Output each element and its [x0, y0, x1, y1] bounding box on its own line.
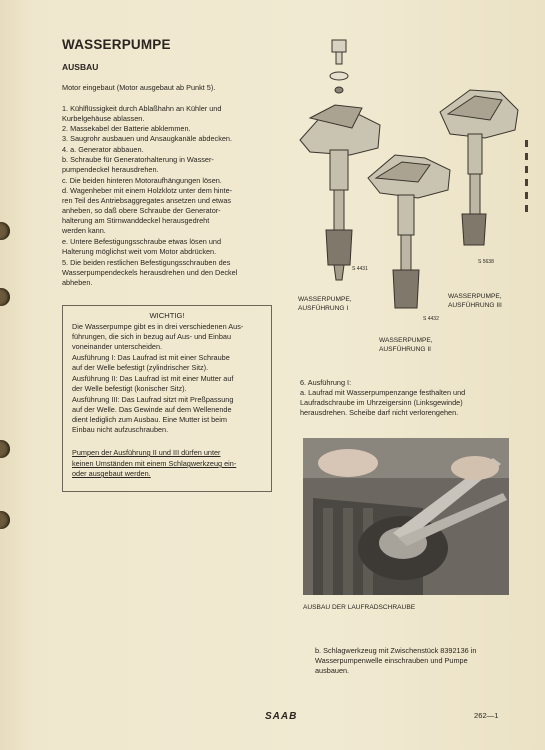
warning-heading: WICHTIG! — [149, 311, 185, 320]
pump-shaft-icon — [398, 195, 414, 235]
step6-line: 6. Ausführung I: — [300, 378, 352, 387]
binder-hole — [0, 288, 10, 306]
step-line: Wasserpumpendeckels herausdrehen und den Deckel — [62, 268, 238, 277]
step-line: Kurbelgehäuse ablassen. — [62, 114, 145, 123]
gear-icon — [462, 214, 486, 245]
caption-pump-2: WASSERPUMPE, — [379, 337, 433, 344]
step-line: abheben. — [62, 278, 93, 287]
step-line: c. Die beiden hinteren Motoraufhängungen lösen. — [62, 176, 222, 185]
caption-pump-3: WASSERPUMPE, — [448, 293, 502, 300]
photo-caption: AUSBAU DER LAUFRADSCHRAUBE — [303, 604, 416, 611]
gear-icon — [326, 230, 352, 265]
step-line: 4. a. Generator abbauen. — [62, 145, 144, 154]
warning-underlined: keinen Umständen mit einem Schlagwerkzeug ein- — [72, 459, 237, 468]
warning-line: der Welle befestigt (konischer Sitz). — [72, 384, 187, 393]
step-line: Halterung möglichst weit vom Motor abdrücken. — [62, 247, 217, 256]
caption-pump-3: AUSFÜHRUNG III — [448, 302, 502, 309]
bolt-icon — [332, 40, 346, 52]
warning-line: dient lediglich zum Ausbau. Eine Mutter ist beim — [72, 415, 227, 424]
step-line: b. Schraube für Generatorhalterung in Wasser- — [62, 155, 214, 164]
step-line: anheben, so daß obere Schraube der Generator- — [62, 206, 221, 215]
intro-text: Motor eingebaut (Motor ausgebaut ab Punkt 5). — [62, 83, 216, 92]
warning-line: auf der Welle. Das Gewinde auf dem Wellenende — [72, 405, 232, 414]
saab-logo: SAAB — [265, 711, 298, 722]
step-line: pumpendeckel herausdrehen. — [62, 165, 159, 174]
pump-shaft-icon — [468, 134, 482, 174]
step-line: 1. Kühlflüssigkeit durch Ablaßhahn an Kühler und — [62, 104, 222, 113]
step6-line: Laufradschraube im Uhrzeigersinn (Linksgewinde) — [300, 398, 463, 407]
step-line: werden kann. — [62, 226, 106, 235]
figure-code: S 4431 — [352, 266, 368, 272]
warning-line: Ausführung I: Das Laufrad ist mit einer Schraube — [72, 353, 230, 362]
bolt-shaft-icon — [336, 52, 342, 64]
pump-shaft-icon — [330, 150, 348, 190]
step-line: 2. Massekabel der Batterie abklemmen. — [62, 124, 191, 133]
impeller-photo — [303, 438, 509, 595]
figure-code: S 5638 — [478, 259, 494, 265]
warning-line: voneinander unterscheiden. — [72, 342, 163, 351]
step-line: ren Teil des Antriebsaggregates ansetzen und etwas — [62, 196, 232, 205]
section-heading: AUSBAU — [62, 62, 99, 72]
step-line: e. Untere Befestigungsschraube etwas lösen und — [62, 237, 222, 246]
binder-hole — [0, 440, 10, 458]
caption-pump-1: WASSERPUMPE, — [298, 296, 352, 303]
binder-hole — [0, 511, 10, 529]
warning-line: auf der Welle befestigt (zylindrischer Sitz). — [72, 363, 209, 372]
warning-line: führungen, die sich in bezug auf Aus- und Einbau — [72, 332, 232, 341]
step-line: 5. Die beiden restlichen Befestigungsschrauben des — [62, 258, 231, 267]
warning-line: Die Wasserpumpe gibt es in drei verschiedenen Aus- — [72, 322, 244, 331]
step-line: d. Wagenheber mit einem Holzklotz unter dem hinte- — [62, 186, 233, 195]
warning-underlined: oder ausgebaut werden. — [72, 469, 151, 478]
warning-line: Ausführung III: Das Laufrad sitzt mit Preßpassung — [72, 395, 234, 404]
caption-pump-1: AUSFÜHRUNG I — [298, 305, 349, 312]
warning-underlined: Pumpen der Ausführung II und III dürfen unter — [72, 448, 221, 457]
warning-line: Einbau nicht aufzuschrauben. — [72, 425, 169, 434]
step6b-line: b. Schlagwerkzeug mit Zwischenstück 8392136 in — [315, 646, 477, 655]
step6b-line: Wasserpumpenwelle einschrauben und Pumpe — [315, 656, 468, 665]
washer-icon — [330, 72, 348, 80]
caption-pump-2: AUSFÜHRUNG II — [379, 346, 432, 353]
page-title: WASSERPUMPE — [62, 37, 171, 52]
washer-icon — [335, 87, 343, 93]
step-line: halterung am Stirnwanddeckel herausgedreht — [62, 216, 210, 225]
figure-code: S 4432 — [423, 316, 439, 322]
warning-line: Ausführung II: Das Laufrad ist mit einer Mutter auf — [72, 374, 234, 383]
step-line: 3. Saugrohr ausbauen und Ansaugkanäle abdecken. — [62, 134, 232, 143]
step6b-line: ausbauen. — [315, 666, 350, 675]
gear-icon — [393, 270, 419, 308]
step6-line: herausdrehen. Scheibe darf nicht verlorengehen. — [300, 408, 459, 417]
page-number: 262—1 — [474, 711, 499, 720]
step6-line: a. Laufrad mit Wasserpumpenzange festhalten und — [300, 388, 466, 397]
pump-diagram — [290, 30, 530, 330]
binder-hole — [0, 222, 10, 240]
